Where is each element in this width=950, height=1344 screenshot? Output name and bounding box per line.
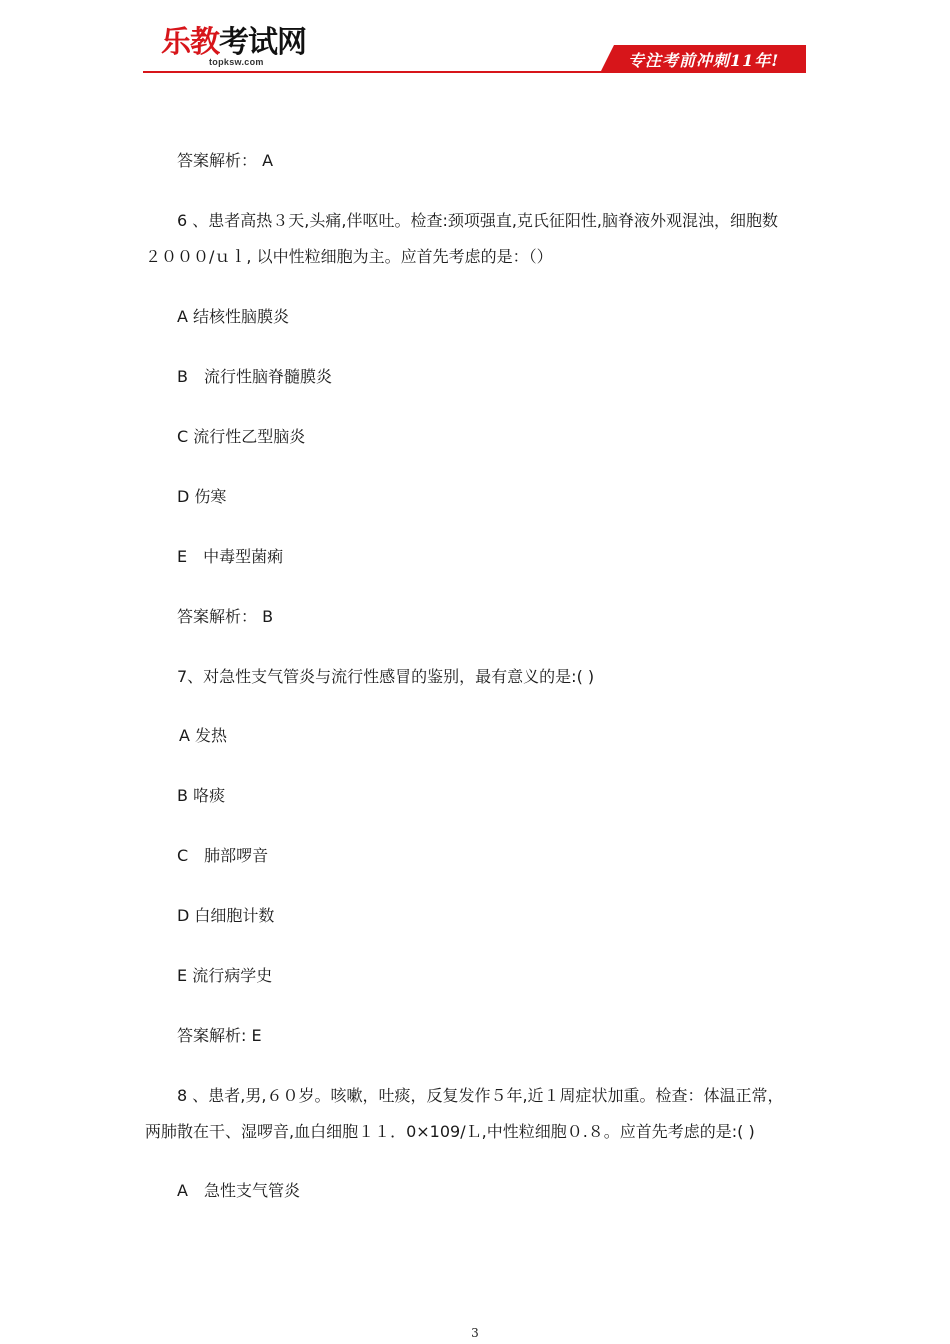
page-header [143, 26, 806, 76]
question-6-line-2: ２０００/ｕｌ, 以中性粒细胞为主。应首先考虑的是：（） [145, 247, 553, 266]
question-8-line-2: 两肺散在干、湿啰音,血白细胞１１．0×109/Ｌ,中性粒细胞０.８。应首先考虑的是:( ) [145, 1122, 755, 1141]
q8-option-a: A 急性支气管炎 [177, 1181, 300, 1200]
question-6-line-1: 6 、患者高热３天,头痛,伴呕吐。检查:颈项强直,克氏征阳性,脑脊液外观混浊，细胞数 [177, 211, 779, 230]
logo-domain: topksw.com [209, 57, 264, 67]
question-8-line-1: 8 、患者,男,６０岁。咳嗽，吐痰，反复发作５年,近１周症状加重。检查：体温正常， [177, 1086, 784, 1105]
q6-option-e: E 中毒型菌痢 [177, 547, 284, 566]
page-number: 3 [471, 1326, 479, 1340]
q7-option-b: B 咯痰 [177, 786, 226, 805]
q6-option-a: A 结核性脑膜炎 [177, 307, 290, 326]
q7-option-e: E 流行病学史 [177, 966, 273, 985]
logo-text-brand: 乐教 [161, 25, 219, 60]
q7-option-a: A 发热 [179, 726, 228, 745]
q6-option-b: B 流行性脑脊髓膜炎 [177, 367, 332, 386]
answer-line-7: 答案解析: E [177, 1026, 262, 1045]
q6-option-d: D 伤寒 [177, 487, 227, 506]
site-logo[interactable] [161, 26, 306, 70]
q6-option-c: C 流行性乙型脑炎 [177, 427, 306, 446]
answer-line-6: 答案解析： B [177, 607, 274, 626]
slogan-banner [600, 45, 806, 73]
question-7: 7、对急性支气管炎与流行性感冒的鉴别，最有意义的是:( ) [177, 667, 595, 686]
q7-option-c: C 肺部啰音 [177, 846, 269, 865]
slogan-text: 专注考前冲刺11年! [628, 51, 780, 70]
logo-text-exam: 考试网 [219, 25, 306, 60]
answer-line-5: 答案解析： A [177, 151, 274, 170]
q7-option-d: D 白细胞计数 [177, 906, 275, 925]
